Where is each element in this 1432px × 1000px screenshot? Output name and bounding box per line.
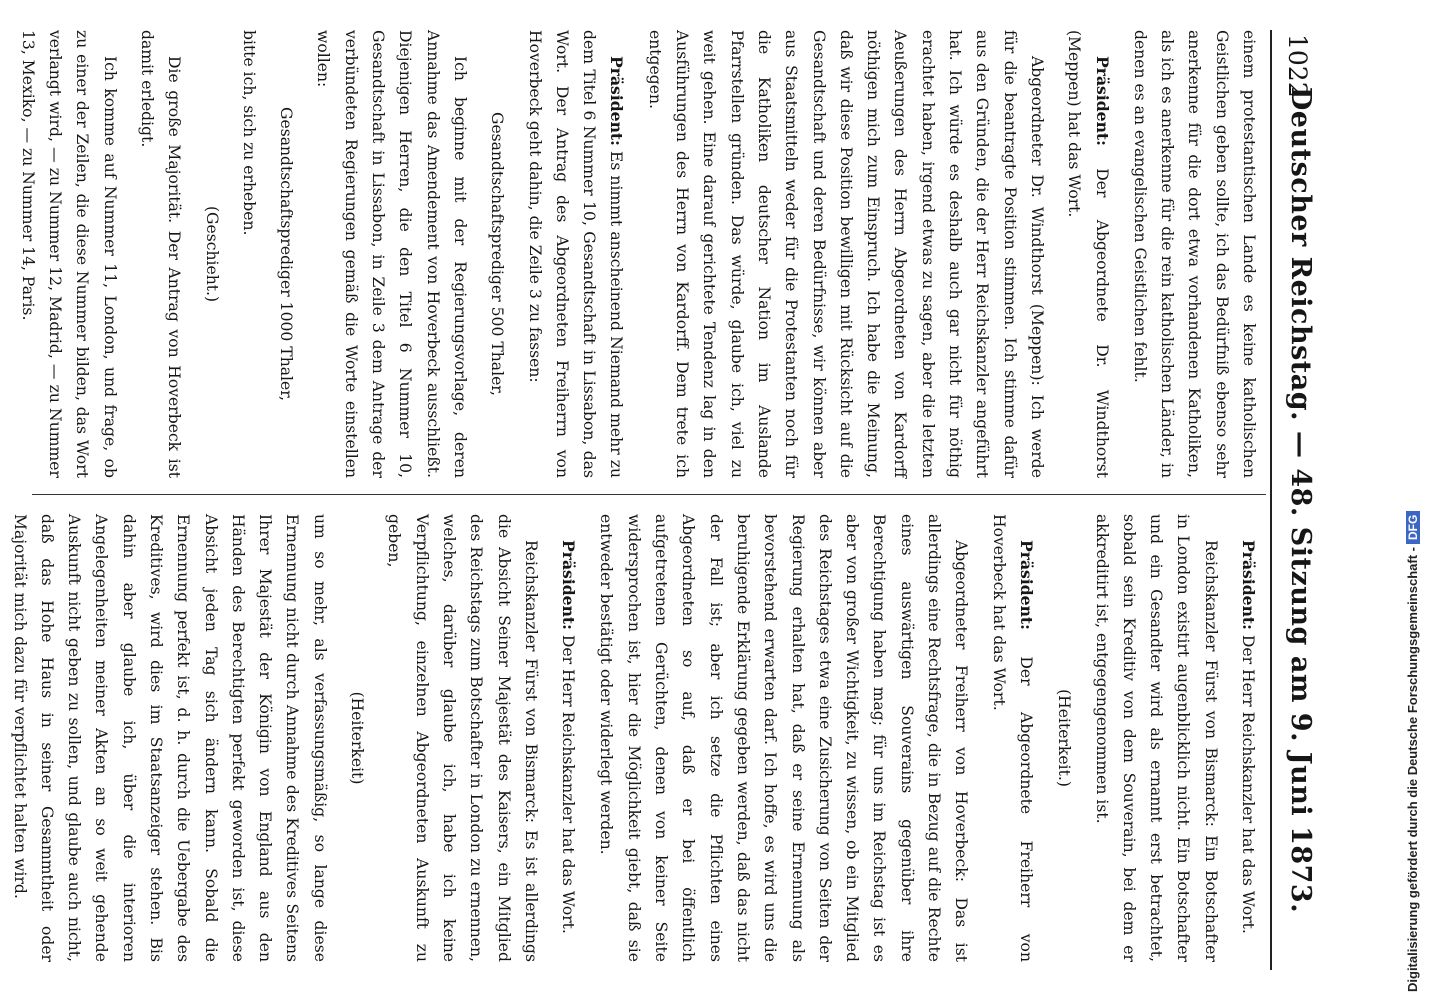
paragraph [592, 514, 974, 962]
paragraph [14, 30, 123, 478]
header-rule [1270, 30, 1272, 970]
dfg-logo: DFG [1406, 511, 1420, 544]
paragraph-text: Die große Majorität. Der Antrag von Hoverbeck ist damit erledigt. [138, 30, 184, 478]
paragraph [133, 30, 188, 478]
paragraph [520, 30, 630, 478]
speaker-label: Präsident: [559, 540, 579, 630]
right-column [0, 514, 1262, 962]
paragraph [343, 514, 370, 962]
paragraph [235, 30, 262, 478]
paragraph-text: um so mehr, als verfassungsmäßig, so lange diese Ernennung nicht durch Annahme des Kreditives Seitens Ihrer Majestät der Königin von England aus den Händen des Berechtigten perfekt geworden ist, diese Absicht jeden Tag sich ändern kann. Sobald die Ernennung perfekt ist, d. h. durch die Uebergabe des Kreditives, wird dies im Staatsanzeiger stehen. Bis dahin aber glaube ich, über die interioren Angelegenheiten meiner Akten an so weit gehende Auskunft nicht geben zu sollen, und glaube auch nicht, daß das Hohe Haus in seiner Gesammtheit oder Majorität mich dazu für verpflichtet halten wird. [10, 514, 329, 962]
paragraph [272, 30, 299, 478]
paragraph-text: Abgeordneter Dr. Windthorst (Meppen): Ich werde für die beantragte Position stimmen. Ich stimme dafür aus den Gründen, die der Herr Reichskanzler angeführt hat. Ich würde es deshalb auch gar nicht für nöthig erachtet haben, irgend etwas zu sagen, aber die letzten Aeußerungen des Herrn Abgeordneten von Kardorff nöthigen mich zum Einspruch. Ich habe die Meinung, daß wir diese Position bewilligen mit Rücksicht auf die Gesandtschaft und deren Bedürfnisse, wir können aber aus Staatsmitteln weder für die Protestanten noch für die Katholiken deutscher Nation im Auslande Pfarrstellen gründen. Das würde, glaube ich, viel zu weit gehen. Eine darauf gerichtete Tendenz lag in den Ausführungen des Herrn von Kardorff. Dem trete ich entgegen. [645, 30, 1046, 478]
column-divider [32, 494, 1266, 495]
paragraph-text: Gesandtschaftsprediger 500 Thaler, [488, 111, 507, 397]
paragraph [1060, 30, 1116, 478]
paragraph-text: (Heiterkeit.) [1055, 689, 1074, 787]
paragraph-text: Der Abgeordnete Freiherr von Hoverbeck hat das Wort. [989, 514, 1035, 962]
paragraph [1087, 514, 1223, 962]
speaker-label: Präsident: [607, 56, 627, 146]
paragraph-text: Es nimmt anscheinend Niemand mehr zu dem Titel 6 Nummer 10, Gesandtschaft in Lissabon, das Wort. Der Antrag des Abgeordneten Freiherrn von Hoverbeck geht dahin, die Zeile 3 zu fassen: [525, 30, 626, 478]
paragraph [197, 30, 224, 478]
paragraph [309, 30, 473, 478]
paragraph-text: (Geschieht.) [202, 205, 221, 303]
paragraph [5, 514, 333, 962]
speaker-label: Präsident: [1239, 540, 1258, 630]
paragraph [984, 514, 1040, 962]
paragraph [1126, 30, 1262, 478]
paragraph [554, 514, 582, 962]
paragraph-text: Der Abgeordnete Dr. Windthorst (Meppen) hat das Wort. [1065, 30, 1111, 478]
paragraph-text: Reichskanzler Fürst von Bismarck: Ein Botschafter in London existirt augenblicklich nicht. Ein Botschafter und ein Gesandter wird als ernannt erst betrachtet, sobald sein Kreditiv von dem Souverain, bei dem er akkreditirt ist, entgegengenommen ist. [1092, 514, 1220, 962]
paragraph-text: Ich komme auf Nummer 11, London, und frage, ob zu einer der Zeilen, die diese Nummer bilden, das Wort verlangt wird, — zu Nummer 12, Madrid, — zu Nummer 13, Mexiko, — zu Nummer 14, Paris. [18, 30, 119, 478]
paragraph [0, 30, 4, 478]
paragraph-text: Der Herr Reichskanzler hat das Wort. [1239, 634, 1257, 934]
paragraph [483, 30, 510, 478]
paragraph-text: Abgeordneter Freiherr von Hoverbeck: Das ist allerdings eine Rechtsfrage, die in Bezug auf die Rechte eines auswärtigen Souverains gegenüber ihre Berechtigung haben mag; für uns im Reichstag ist es aber von großer Wichtigkeit, zu wissen, ob ein Mitglied des Reichstages etwa eine Zusicherung von Seiten der Regierung erhalten hat, daß er seine Ernennung als bevorstehend erwarten darf. Ich hoffe, es wird uns die beruhigende Erklärung gegeben werden, daß das nicht der Fall ist; aber ich setze die Pflichten eines Abgeordneten so auf, daß er bei öffentlich aufgetretenen Gerüchten, denen von keiner Seite widersprochen ist, hier die Möglichkeit giebt, daß sie entweder bestätigt oder widerlegt werden. [597, 514, 971, 962]
left-column [0, 30, 1262, 478]
paragraph-text: Ich beginne mit der Regierungsvorlage, deren Annahme das Amendement von Hoverbeck ausschließt. Diejenigen Herren, die den Titel 6 Nummer 10, Gesandtschaft in Lissabon, in Zeile 3 dem Antrage der verbündeten Regierungen gemäß die Worte einstellen wollen: [314, 30, 469, 478]
running-header [1274, 30, 1316, 970]
paragraph-text: Reichskanzler Fürst von Bismarck: Es ist allerdings die Absicht Seiner Majestät des Kaisers, ein Mitglied des Reichstags zum Botschafter in London zu ernennen, welches, darüber glaube ich, habe ich keine Verpflichtung, einzelnen Abgeordneten Auskunft zu geben, [385, 514, 540, 962]
paragraph-text: Der Herr Reichskanzler hat das Wort. [559, 634, 578, 934]
paragraph-text: Gesandtschaftsprediger 1000 Thaler, [277, 107, 296, 401]
paragraph [1050, 514, 1077, 962]
paragraph-text: einem protestantischen Lande es keine katholischen Geistlichen geben sollte, ich das Bedürfniß ebenso sehr anerkenne für die dort etwa vorhandenen Katholiken, als ich es anerkenne für die rein katholischen Länder, in denen es an evangelischen Geistlichen fehlt. [1130, 30, 1258, 478]
document-page [10, 30, 1316, 970]
speaker-label: Präsident: [1016, 540, 1036, 630]
digitization-credit [1405, 0, 1420, 992]
paragraph-text: bitte ich, sich zu erheben. [239, 30, 258, 236]
paragraph [640, 30, 1049, 478]
paragraph-text: (Heiterkeit) [348, 691, 367, 785]
running-title: Deutscher Reichstag. — 48. Sitzung am 9. Juni 1873. [1285, 86, 1316, 914]
page-number: 1022 [1283, 34, 1312, 98]
speaker-label: Präsident: [1092, 56, 1112, 146]
credit-text: Digitalisierung gefördert durch die Deutsche Forschungsgemeinschaft - [1405, 547, 1420, 992]
paragraph [1234, 514, 1262, 962]
paragraph [380, 514, 544, 962]
